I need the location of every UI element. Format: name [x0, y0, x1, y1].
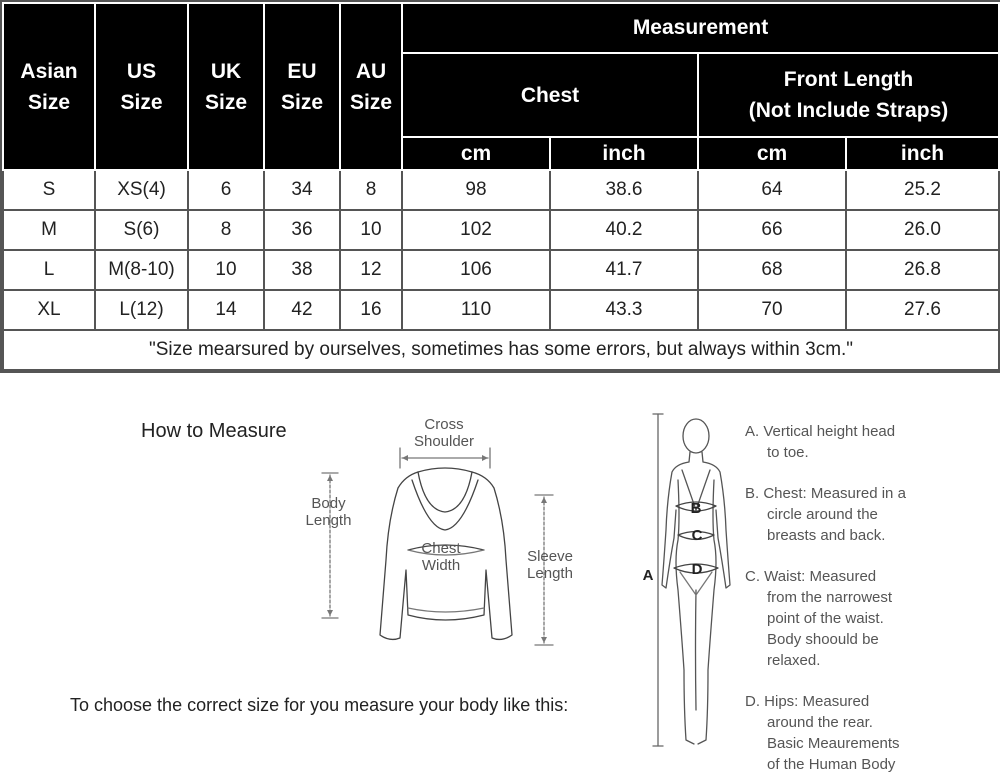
table-cell: 106	[402, 250, 550, 290]
sleeve-length-label: Sleeve Length	[527, 548, 573, 582]
table-cell: XS(4)	[95, 170, 188, 210]
table-cell: 70	[698, 290, 846, 330]
header-au-size: AU Size	[340, 3, 402, 170]
table-row	[3, 250, 999, 290]
table-cell: 34	[264, 170, 340, 210]
table-cell: 10	[340, 210, 402, 250]
choose-size-instruction: To choose the correct size for you measure your body like this:	[70, 695, 569, 715]
table-cell: 26.8	[846, 250, 999, 290]
legend-a: A. Vertical height head to toe.	[745, 423, 896, 461]
body-mark-a: A	[642, 567, 654, 584]
table-cell: M	[3, 210, 95, 250]
table-cell: 8	[340, 170, 402, 210]
table-cell: XL	[3, 290, 95, 330]
table-cell: 8	[188, 210, 264, 250]
table-cell: 38.6	[550, 170, 698, 210]
table-cell: 12	[340, 250, 402, 290]
table-cell: 40.2	[550, 210, 698, 250]
table-cell: 43.3	[550, 290, 698, 330]
body-mark-b: B	[690, 500, 702, 517]
table-cell: 6	[188, 170, 264, 210]
legend-b: B. Chest: Measured in a circle around the breasts and back.	[745, 485, 906, 544]
table-cell: 25.2	[846, 170, 999, 210]
table-cell: 41.7	[550, 250, 698, 290]
header-chest-cm: cm	[402, 137, 550, 170]
table-cell: 110	[402, 290, 550, 330]
table-cell: 42	[264, 290, 340, 330]
header-measurement: Measurement	[402, 3, 999, 53]
table-row	[3, 210, 999, 250]
table-cell: L	[3, 250, 95, 290]
table-cell: 26.0	[846, 210, 999, 250]
table-cell: 16	[340, 290, 402, 330]
table-cell: S	[3, 170, 95, 210]
legend-d: D. Hips: Measured around the rear. Basic Meaurements of the Human Body	[745, 693, 900, 773]
header-length-cm: cm	[698, 137, 846, 170]
table-cell: 36	[264, 210, 340, 250]
header-us-size: US Size	[95, 3, 188, 170]
header-chest: Chest	[402, 53, 698, 137]
header-length-inch: inch	[846, 137, 999, 170]
table-cell: 68	[698, 250, 846, 290]
how-to-measure-title: How to Measure	[141, 420, 287, 442]
body-length-label: Body Length	[305, 495, 352, 529]
body-mark-d: D	[691, 561, 703, 578]
table-cell: S(6)	[95, 210, 188, 250]
body-mark-c: C	[691, 527, 703, 544]
table-cell: 64	[698, 170, 846, 210]
table-cell: L(12)	[95, 290, 188, 330]
table-cell: M(8-10)	[95, 250, 188, 290]
table-row	[3, 170, 999, 210]
header-chest-inch: inch	[550, 137, 698, 170]
header-asian-size: Asian Size	[3, 3, 95, 170]
chest-width-label: Chest Width	[421, 540, 461, 574]
table-cell: 102	[402, 210, 550, 250]
table-cell: 66	[698, 210, 846, 250]
cross-shoulder-label: Cross Shoulder	[413, 416, 475, 450]
header-front-length: Front Length (Not Include Straps)	[698, 53, 999, 137]
header-eu-size: EU Size	[264, 3, 340, 170]
measurement-note: "Size mearsured by ourselves, sometimes has some errors, but always within 3cm."	[3, 330, 999, 370]
table-cell: 14	[188, 290, 264, 330]
legend-c: C. Waist: Measured from the narrowest point of the waist. Body shoould be relaxed.	[745, 568, 893, 669]
table-row	[3, 290, 999, 330]
table-cell: 38	[264, 250, 340, 290]
size-chart-table	[2, 2, 1000, 371]
table-cell: 10	[188, 250, 264, 290]
table-cell: 98	[402, 170, 550, 210]
header-uk-size: UK Size	[188, 3, 264, 170]
table-cell: 27.6	[846, 290, 999, 330]
